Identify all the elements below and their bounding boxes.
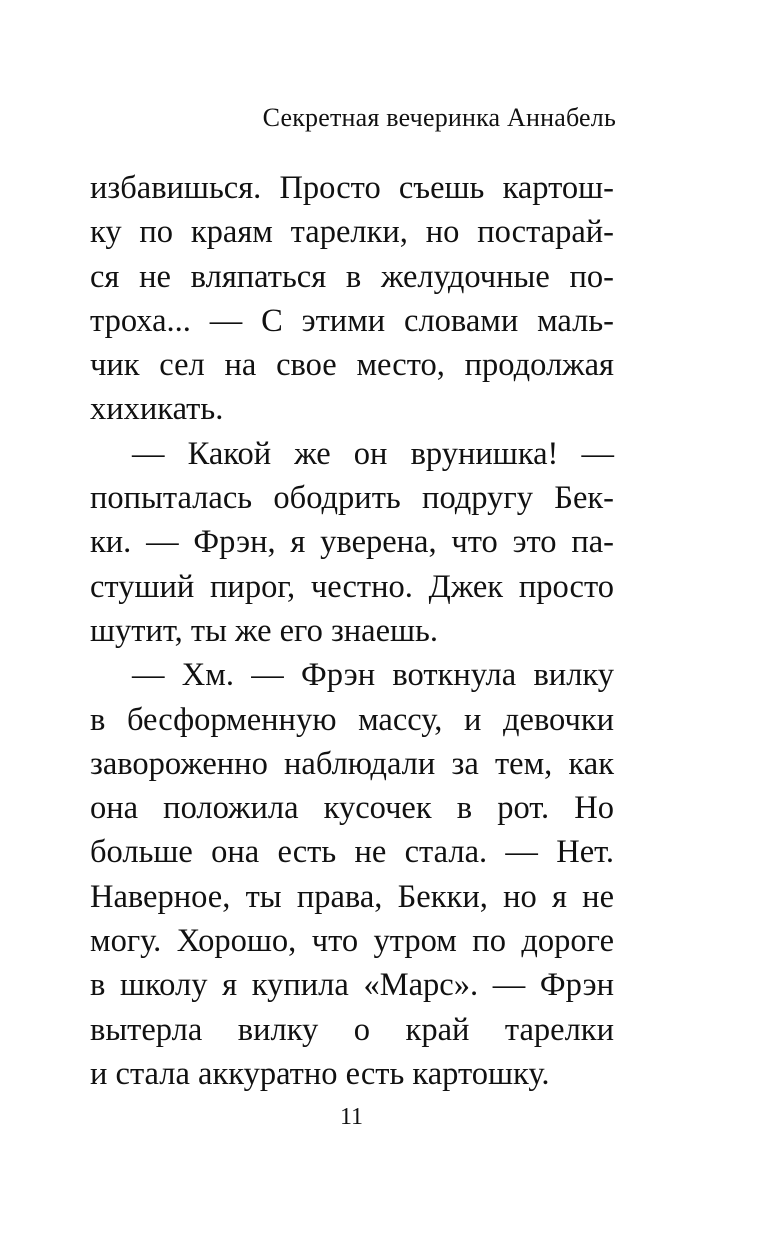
text-line: попыталась ободрить подругу Бек- xyxy=(90,480,614,517)
text-line: ку по краям тарелки, но постарай- xyxy=(90,214,614,251)
text-line: ся не вляпаться в желудочные по- xyxy=(90,258,614,295)
text-line: ки. — Фрэн, я уверена, что это па- xyxy=(90,524,614,561)
text-line: — Хм. — Фрэн воткнула вилку xyxy=(132,657,614,694)
text-line: хихикать. xyxy=(90,391,224,428)
paragraph-1 xyxy=(90,166,614,432)
text-line: шутит, ты же его знаешь. xyxy=(90,612,438,649)
page-number: 11 xyxy=(339,1104,364,1130)
text-line: чик сел на свое место, продолжая xyxy=(90,347,614,384)
text-line: в школу я купила «Марс». — Фрэн xyxy=(90,967,614,1004)
text-line: Наверное, ты права, Бекки, но я не xyxy=(90,878,614,915)
text-line: стуший пирог, честно. Джек просто xyxy=(90,568,614,605)
text-line: завороженно наблюдали за тем, как xyxy=(90,745,614,782)
running-head: Секретная вечеринка Аннабель xyxy=(262,103,616,132)
text-line: троха... — С этими словами маль- xyxy=(90,302,614,339)
text-line: — Какой же он врунишка! — xyxy=(132,435,614,472)
text-line: она положила кусочек в рот. Но xyxy=(90,790,614,827)
text-line: вытерла вилку о край тарелки xyxy=(90,1011,614,1048)
text-line: избавишься. Просто съешь картош- xyxy=(90,170,614,206)
text-line: больше она есть не стала. — Нет. xyxy=(90,834,614,871)
text-line: и стала аккуратно есть картошку. xyxy=(90,1055,550,1092)
paragraph-2 xyxy=(90,432,614,653)
paragraph-3 xyxy=(90,653,614,1096)
body-text xyxy=(90,166,614,1096)
text-line: в бесформенную массу, и девочки xyxy=(90,701,614,738)
text-line: могу. Хорошо, что утром по дороге xyxy=(90,923,614,960)
